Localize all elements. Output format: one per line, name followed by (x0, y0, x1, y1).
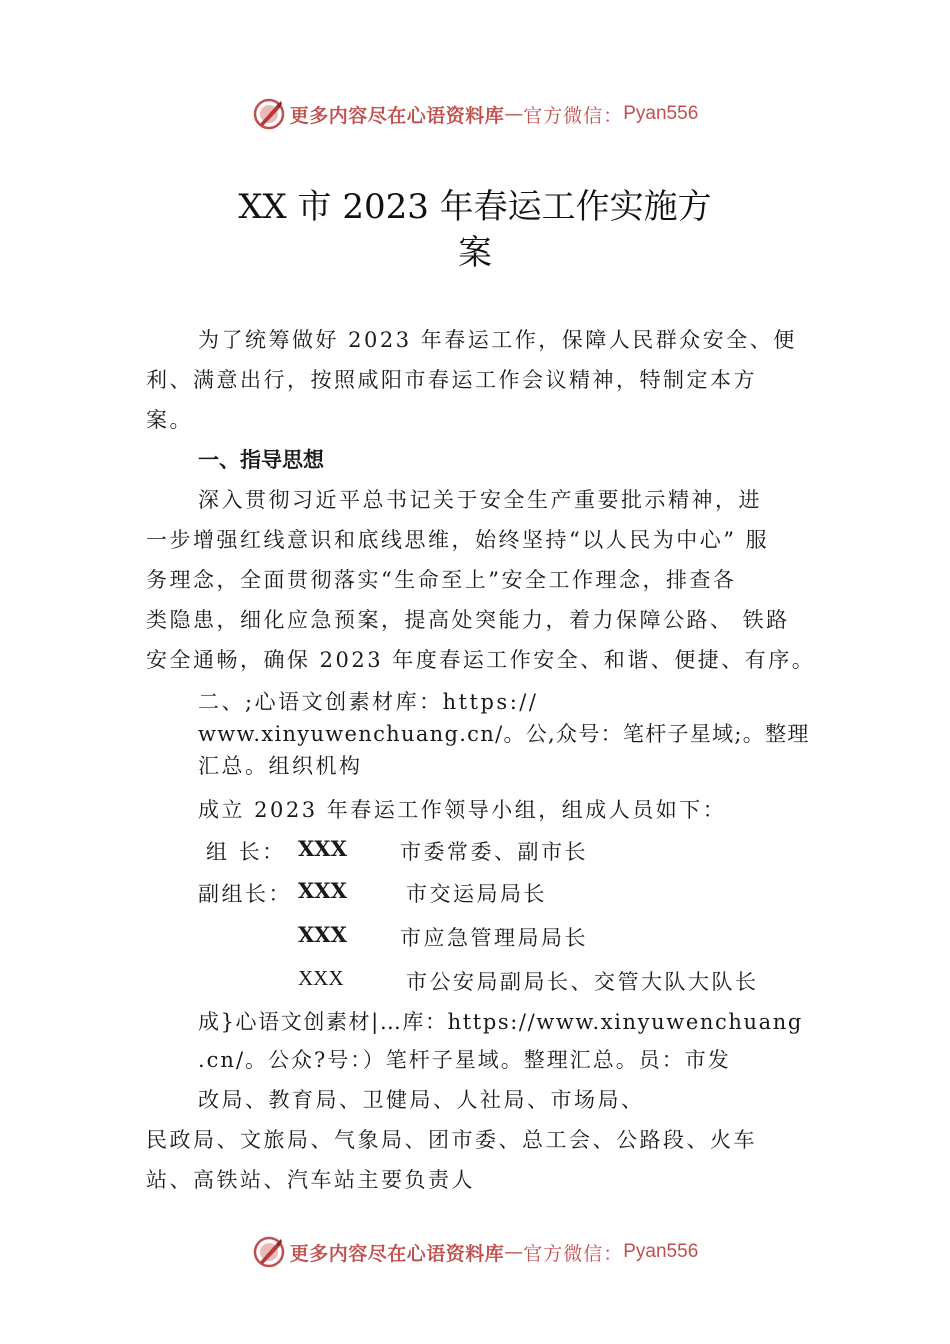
banner-wechat-label: 官方微信： (523, 104, 624, 127)
title-line-2: 案 (458, 233, 492, 273)
banner-separator: — (504, 103, 524, 125)
composition-line: .cn/。公众?号：）笔杆子星域。整理汇总。员：市发 (198, 1048, 731, 1072)
intro-line: 为了统筹做好 2023 年春运工作，保障人民群众安全、便 (198, 328, 797, 352)
section1-line: 安全通畅，确保 2023 年度春运工作安全、和谐、便捷、有序。 (146, 648, 816, 672)
member-name: XXX (298, 878, 347, 903)
banner-separator: — (504, 1241, 524, 1263)
member-title: 市应急管理局局长 (400, 926, 588, 950)
member-title: 市交运局局长 (406, 882, 547, 906)
banner-wechat-id: Pyan556 (623, 1241, 699, 1262)
section2-line: 二、;心语文创素材库：https:// (198, 690, 539, 714)
quill-pen-seal-icon (252, 97, 286, 131)
section2-line: 汇总。组织机构 (198, 754, 363, 778)
section2-line: 成立 2023 年春运工作领导小组，组成人员如下： (198, 798, 727, 822)
banner-wechat-id: Pyan556 (623, 103, 699, 124)
document-title (0, 184, 950, 276)
member-name: XXX (298, 966, 344, 990)
intro-line: 利、满意出行，按照咸阳市春运工作会议精神，特制定本方 (146, 368, 757, 392)
member-title: 市委常委、副市长 (400, 840, 588, 864)
header-banner (0, 94, 950, 134)
composition-line: 民政局、文旅局、气象局、团市委、总工会、公路段、火车 (146, 1128, 757, 1152)
member-role: 副组长： (198, 882, 292, 906)
section1-line: 一步增强红线意识和底线思维，始终坚持“以人民为中心” 服 (146, 528, 770, 552)
section2-line: www.xinyuwenchuang.cn/。公,众号：笔杆子星域;。整理 (198, 722, 810, 746)
footer-banner (0, 1232, 950, 1272)
quill-pen-seal-icon (252, 1235, 286, 1269)
section1-line: 深入贯彻习近平总书记关于安全生产重要批示精神，进 (198, 488, 762, 512)
banner-wechat-label: 官方微信： (523, 1242, 624, 1265)
section1-line: 务理念，全面贯彻落实“生命至上”安全工作理念，排查各 (146, 568, 737, 592)
member-name: XXX (298, 836, 347, 861)
banner-brand: 更多内容尽在心语资料库 (289, 1242, 505, 1265)
member-title: 市公安局副局长、交管大队大队长 (406, 970, 759, 994)
intro-line: 案。 (146, 408, 193, 432)
title-line-1: XX 市 2023 年春运工作实施方 (238, 187, 712, 227)
section-heading: 一、指导思想 (198, 448, 324, 472)
composition-line: 改局、教育局、卫健局、人社局、市场局、 (198, 1088, 645, 1112)
member-role: 组 长： (206, 840, 286, 864)
composition-line: 成}心语文创素材|…库：https://www.xinyuwenchuang (198, 1010, 803, 1034)
banner-brand: 更多内容尽在心语资料库 (289, 104, 505, 127)
composition-line: 站、高铁站、汽车站主要负责人 (146, 1168, 475, 1192)
member-name: XXX (298, 922, 347, 947)
section1-line: 类隐患，细化应急预案，提高处突能力，着力保障公路、 铁路 (146, 608, 790, 632)
